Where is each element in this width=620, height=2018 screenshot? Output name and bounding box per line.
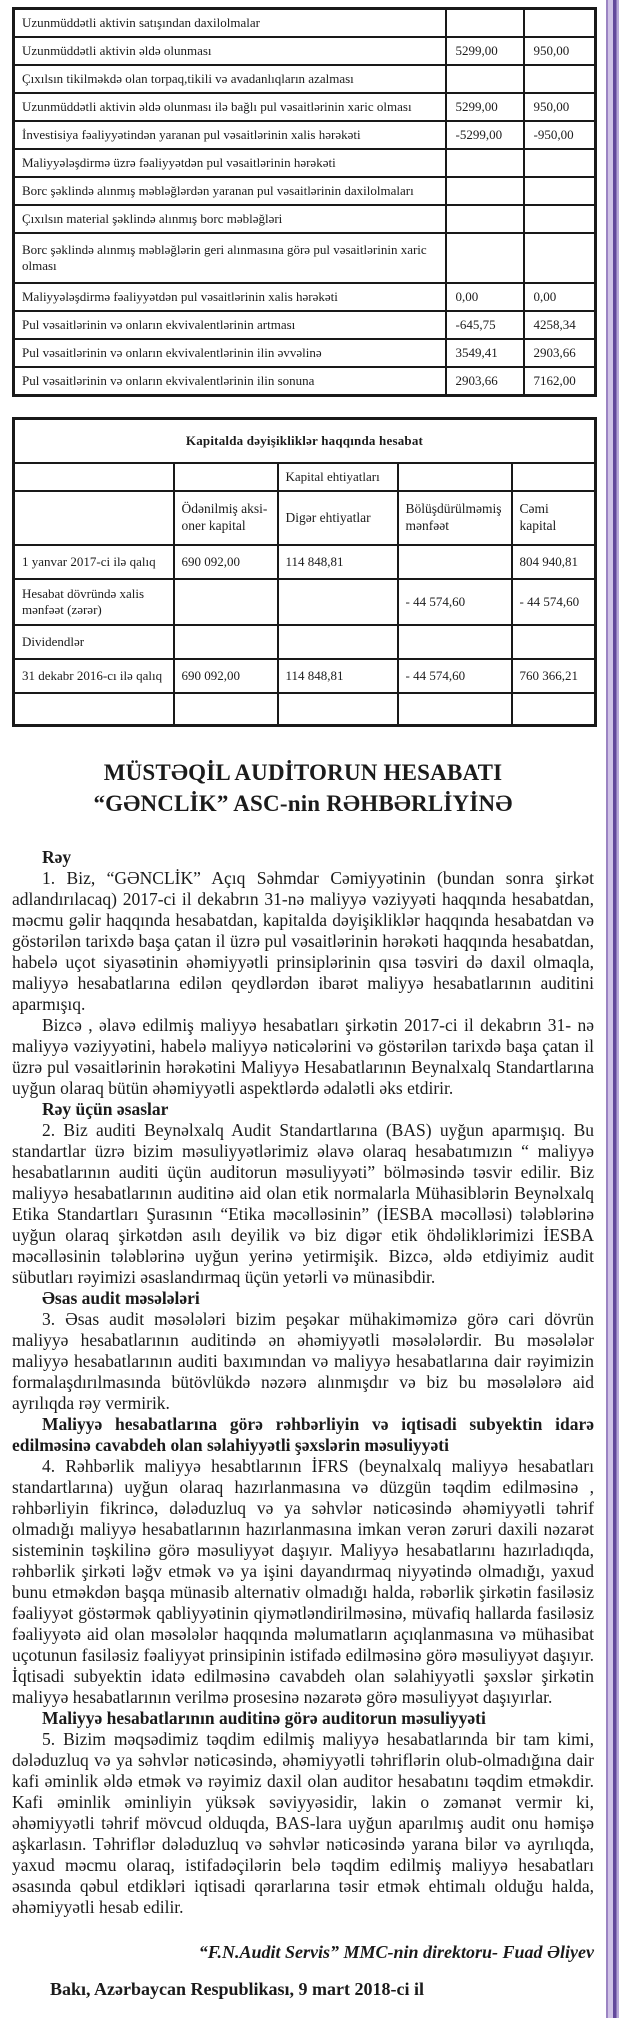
table-row — [14, 121, 596, 149]
row-label: 1 yanvar 2017-ci ilə qalıq — [14, 545, 174, 579]
column-header: Cəmi kapital — [512, 491, 596, 545]
value-cell — [174, 625, 278, 659]
value-cell: 690 092,00 — [174, 545, 278, 579]
row-label: Pul vəsaitlərinin və onların ekvivalentlərinin ilin sonuna — [14, 367, 446, 396]
value-col2 — [524, 205, 596, 233]
value-cell — [512, 625, 596, 659]
report-title-line1: MÜSTƏQİL AUDİTORUN HESABATI — [103, 760, 503, 785]
value-cell — [398, 625, 512, 659]
row-label: Maliyyələşdirmə üzrə fəaliyyətdən pul vəsaitlərinin hərəkəti — [14, 149, 446, 177]
column-header: Ödənilmiş aksi-oner kapital — [174, 491, 278, 545]
value-col2: 2903,66 — [524, 339, 596, 367]
table-row — [14, 37, 596, 65]
row-label: Dividendlər — [14, 625, 174, 659]
value-col2: 7162,00 — [524, 367, 596, 396]
column-header: Digər ehtiyatlar — [278, 491, 398, 545]
value-col2 — [524, 65, 596, 93]
value-col2: 950,00 — [524, 37, 596, 65]
table-row — [14, 625, 596, 659]
column-header-row — [14, 491, 596, 545]
empty-cell — [512, 463, 596, 491]
value-cell: - 44 574,60 — [398, 659, 512, 693]
page-edge-stripe — [606, 0, 619, 2018]
row-label: Çıxılsın material şəklində alınmış borc məbləğləri — [14, 205, 446, 233]
value-col2 — [524, 177, 596, 205]
table-row — [14, 93, 596, 121]
value-col2 — [524, 9, 596, 38]
empty-cell — [14, 693, 174, 726]
value-col1: -5299,00 — [446, 121, 524, 149]
value-col1: 3549,41 — [446, 339, 524, 367]
table-row — [14, 659, 596, 693]
value-col1 — [446, 205, 524, 233]
dateline: Bakı, Azərbaycan Respublikası, 9 mart 2018-ci il — [50, 1979, 425, 2000]
value-col2 — [524, 149, 596, 177]
report-paragraph: 4. Rəhbərlik maliyyə hesabtlarının İFRS (beynalxalq maliyyə hesabatları standartlarına) uyğun olaraq hazırlanmasına və düzgün təqdim edilməsinə , rəhbərliyin fikrincə, dələduzluq və ya səhvlər nəticəsində əhəmiyyətli təhrif olmadığı maliyyə hesabatlarının hazırlanmasına imkan verən zəruri daxili nəzarət sisteminin təşkilinə görə məsuliyyət daşıyır. Maliyyə hesabatlarını hazırladıqda, rəhbərlik şirkəti ləğv etmək və ya işini dayandırmaq niyyətində olmadığı, yaxud bunu etməkdən başqa münasib alternativ olmadığı halda, rəbərlik şirkətin fasiləsiz fəaliyyət göstərmək qabliyyətinin qiymətləndirilməsinə, müvafiq hallarda fasiləsiz fəaliyyətə aid olan məsələlər haqqında məlumatların açıqlanmasına və mühasibat uçotunun fasiləsiz fəaliyyət prinsipinin istifadə edilməsinə görə məsuliyyət daşıyır. İqtisadi subyektin idatə edilməsinə cavabdeh olan səlahiyyətli şəxslər şirkətin maliyyə hesabatlarının verilmə prosesinə nəzarətə görə məsuliyyət daşıyırlar. — [12, 1456, 594, 1708]
value-col1: -645,75 — [446, 311, 524, 339]
empty-cell — [174, 463, 278, 491]
section-heading: Rəy — [42, 847, 72, 868]
report-paragraph: 2. Biz auditi Beynəlxalq Audit Standartlarına (BAS) uyğun aparmışıq. Bu standartlar üzrə bizim məsuliyyətlərimiz əlavə olaraq hesabatımızın “ maliyyə hesabatlarının auditi üçün auditorun məsuliyyəti” bölməsində təsvir edilir. Biz maliyyə hesabatlarının auditinə aid olan etik normalarla Mühasiblərin Beynəlxalq Etika Standartları Şurasının “Etika məcəlləsinin” (İESBA məcəlləsi) tələblərinə uyğun olaraq şirkətdən asılı deyilik və biz digər etik öhdəliklərimizi İESBA məcəlləsinin tələblərinə uyğun yerinə yetirmişik. Bizcə, əldə etdiyimiz audit sübutları rəyimizi əsaslandırmaq üçün yetərli və münasibdir. — [12, 1120, 594, 1288]
cash-flow-table — [12, 7, 597, 397]
value-cell — [278, 579, 398, 625]
value-col2: -950,00 — [524, 121, 596, 149]
table-row — [14, 311, 596, 339]
report-paragraph: 3. Əsas audit məsələləri bizim peşəkar mühakiməmizə görə cari dövrün maliyyə hesabatlarının auditində ən əhəmiyyətli məsələlərdir. Bu məsələlər maliyyə hesabatlarının auditi baxımından və maliyyə hesabatlarına dair rəyimizin formalaşdırılmasında bütövlükdə nəzərə alınmışdır və biz bu məsələlərə aid ayrılıqda rəy vermirik. — [12, 1309, 594, 1414]
section-heading: Maliyyə hesabatlarının auditinə görə auditorun məsuliyyəti — [42, 1708, 486, 1729]
empty-cell — [398, 463, 512, 491]
value-col1: 5299,00 — [446, 37, 524, 65]
empty-cell — [398, 693, 512, 726]
row-label: 31 dekabr 2016-cı ilə qalıq — [14, 659, 174, 693]
value-cell: 114 848,81 — [278, 545, 398, 579]
row-label: İnvestisiya fəaliyyətindən yaranan pul vəsaitlərinin xalis hərəkəti — [14, 121, 446, 149]
section-heading: Maliyyə hesabatlarına görə rəhbərliyin və iqtisadi subyektin idarə edilməsinə cavabdeh olan səlahiyyətli şəxslərin məsuliyyəti — [12, 1414, 594, 1456]
table-row — [14, 367, 596, 396]
table-row — [14, 693, 596, 726]
report-paragraph: Bizcə , əlavə edilmiş maliyyə hesabatları şirkətin 2017-ci il dekabrın 31- nə maliyyə vəziyyətini, habelə maliyyə nəticələrini və göstərilən tarixdə başa çatan il üzrə pul vəsaitlərinin hərəkətini Maliyyə Hesabatlarının Beynalxalq Standartlarına uyğun olaraq bütün əhəmiyyətli aspektlərdə ədalətli əks etdirir. — [12, 1015, 594, 1099]
column-header: Bölüşdürülməmiş mənfəət — [398, 491, 512, 545]
report-paragraph: 1. Biz, “GƏNCLİK” Açıq Səhmdar Cəmiyyətinin (bundan sonra şirkət adlandırılacaq) 2017-ci il dekabrın 31-nə maliyyə vəziyyəti haqqında hesabatdan, məcmu gəlir haqqında hesabatdan, kapitalda dəyişikliklər haqqında hesabatdan və göstərilən tarixdə başa çatan il üzrə pul vəsaitlərinin hərəkəti haqqında hesabatdan, habelə uçot siyasətinin əhəmiyyətli prinsiplərinin qısa təsviri də daxil olmaqla, maliyyə hesabatlarına edilən qeydlərdən ibarət maliyyə hesabatlarının auditini aparmışıq. — [12, 868, 594, 1015]
value-cell — [174, 579, 278, 625]
empty-cell — [512, 693, 596, 726]
signature-line: “F.N.Audit Servis” MMC-nin direktoru- Fuad Əliyev — [198, 1942, 594, 1963]
row-label: Borc şəklində alınmış məbləğlərdən yaranan pul vəsaitlərinin daxilolmaları — [14, 177, 446, 205]
row-label: Borc şəklində alınmış məbləğlərin geri alınmasına görə pul vəsaitlərinin xaric olması — [14, 233, 446, 283]
group-header: Kapital ehtiyatları — [278, 463, 398, 491]
value-col1 — [446, 233, 524, 283]
value-col2: 4258,34 — [524, 311, 596, 339]
table-row — [14, 177, 596, 205]
table-row — [14, 65, 596, 93]
row-label: Maliyyələşdirmə fəaliyyətdən pul vəsaitlərinin xalis hərəkəti — [14, 283, 446, 311]
table-row — [14, 233, 596, 283]
value-cell: - 44 574,60 — [512, 579, 596, 625]
table-row — [14, 545, 596, 579]
row-label: Uzunmüddətli aktivin satışından daxilolmalar — [14, 9, 446, 38]
group-header-row — [14, 463, 596, 491]
table-row — [14, 205, 596, 233]
empty-cell — [14, 491, 174, 545]
value-cell: 804 940,81 — [512, 545, 596, 579]
value-col2: 950,00 — [524, 93, 596, 121]
section-heading: Əsas audit məsələləri — [42, 1288, 200, 1309]
value-col1 — [446, 65, 524, 93]
row-label: Uzunmüddətli aktivin əldə olunması — [14, 37, 446, 65]
empty-cell — [14, 463, 174, 491]
table-row — [14, 9, 596, 38]
table-row — [14, 339, 596, 367]
table-row — [14, 579, 596, 625]
report-paragraph: 5. Bizim məqsədimiz təqdim edilmiş maliyyə hesabatlarında bir tam kimi, dələduzluq və ya səhvlər nəticəsində, əhəmiyyətli təhriflərin olub-olmadığına dair kafi əminlik əldə etmək və rəyimiz daxil olan auditor hesabatını təqdim etməkdir. Kafi əminlik əminliyin yüksək səviyyəsidir, lakin o zəmanət vermir ki, əhəmiyyətli təhrif mövcud olduqda, BAS-lara uyğun aparılmış audit onu həmişə aşkarlasın. Təhriflər dələduzluq və səhvlər nəticəsində yarana bilər və ayrılıqda, yaxud məcmu olaraq, istifadəçilərin belə təqdim edilmiş maliyyə hesabatları əsasında qəbul etdikləri iqtisadi qərarlarına təsir etmək ehtimalı olduğu halda, əhəmiyyətli hesab edilir. — [12, 1729, 594, 1918]
row-label: Çıxılsın tikilməkdə olan torpaq,tikili və avadanlıqların azalması — [14, 65, 446, 93]
value-col1 — [446, 9, 524, 38]
table-row — [14, 149, 596, 177]
value-col1: 2903,66 — [446, 367, 524, 396]
value-col1 — [446, 149, 524, 177]
value-col1: 5299,00 — [446, 93, 524, 121]
report-title-line2: “GƏNCLİK” ASC-nin RƏHBƏRLİYİNƏ — [93, 791, 513, 817]
equity-table — [12, 417, 597, 727]
value-col2: 0,00 — [524, 283, 596, 311]
empty-cell — [278, 693, 398, 726]
empty-cell — [174, 693, 278, 726]
section-heading: Rəy üçün əsaslar — [42, 1099, 169, 1120]
value-col1: 0,00 — [446, 283, 524, 311]
value-col2 — [524, 233, 596, 283]
table-row — [14, 283, 596, 311]
table-title-row — [14, 419, 596, 464]
value-cell: 690 092,00 — [174, 659, 278, 693]
value-col1 — [446, 177, 524, 205]
value-cell: 114 848,81 — [278, 659, 398, 693]
row-label: Hesabat dövründə xalis mənfəət (zərər) — [14, 579, 174, 625]
value-cell: 760 366,21 — [512, 659, 596, 693]
value-cell — [398, 545, 512, 579]
row-label: Pul vəsaitlərinin və onların ekvivalentlərinin ilin əvvəlinə — [14, 339, 446, 367]
report-title — [12, 757, 594, 819]
row-label: Uzunmüddətli aktivin əldə olunması ilə bağlı pul vəsaitlərinin xaric olması — [14, 93, 446, 121]
value-cell: - 44 574,60 — [398, 579, 512, 625]
equity-table-title: Kapitalda dəyişikliklər haqqında hesabat — [14, 419, 596, 464]
row-label: Pul vəsaitlərinin və onların ekvivalentlərinin artması — [14, 311, 446, 339]
value-cell — [278, 625, 398, 659]
